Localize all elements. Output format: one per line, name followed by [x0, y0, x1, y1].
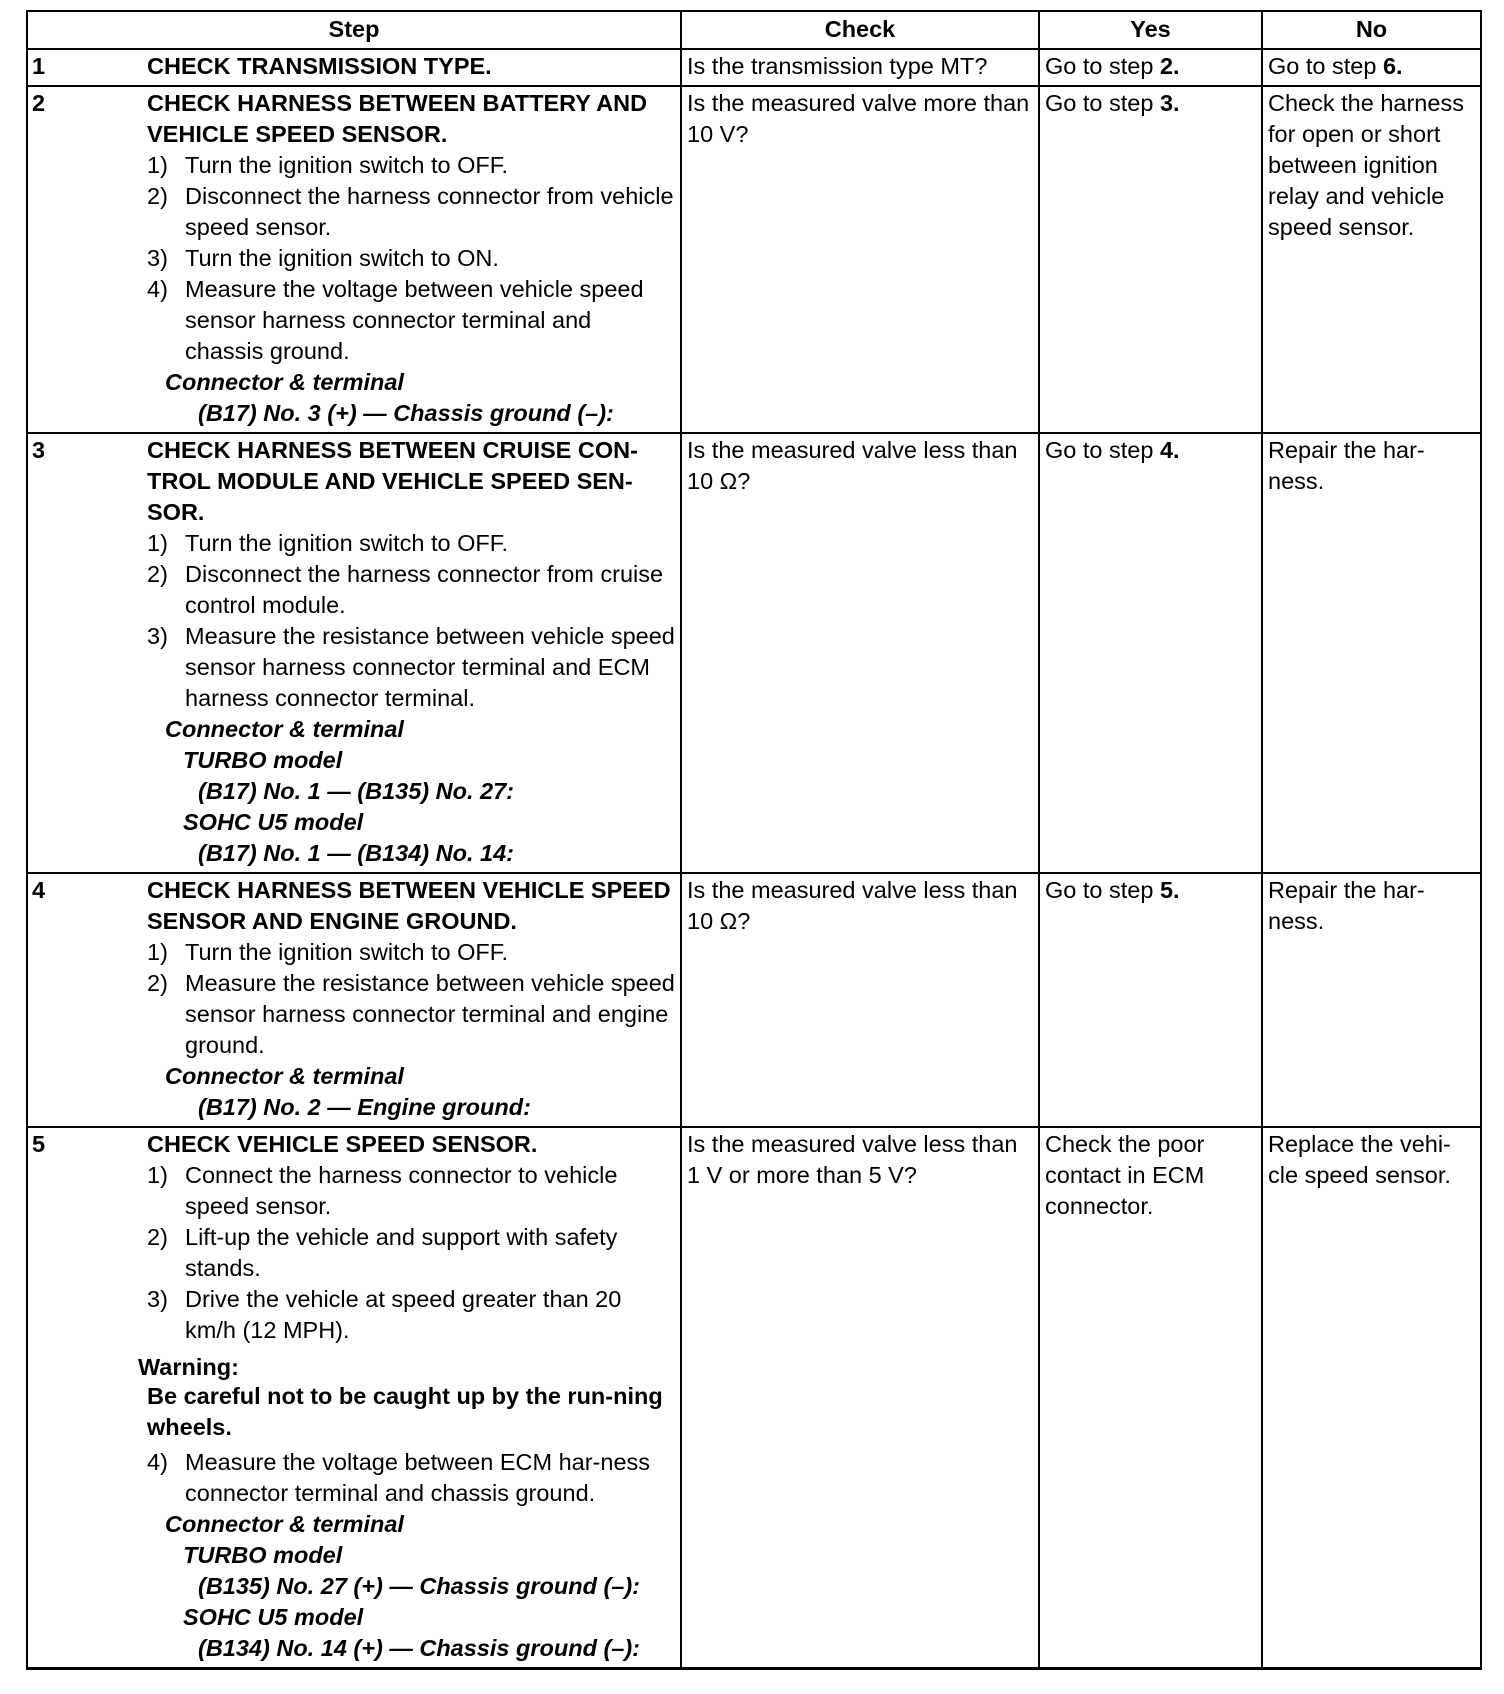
substep-text: Turn the ignition switch to OFF. — [185, 530, 509, 556]
step-number: 2 — [27, 86, 147, 433]
step-title: CHECK HARNESS BETWEEN VEHICLE SPEED SENSOR AND ENGINE GROUND. — [147, 877, 671, 934]
yes-prefix: Go to step — [1045, 877, 1160, 903]
model-label: TURBO model — [183, 1542, 343, 1568]
header-check: Check — [681, 11, 1039, 49]
check-cell: Is the measured valve less than 1 V or more than 5 V? — [681, 1127, 1039, 1669]
substep — [147, 150, 676, 181]
no-cell — [1262, 49, 1481, 86]
model-label: SOHC U5 model — [183, 1604, 364, 1630]
substep-text: Measure the voltage between vehicle speed sensor harness connector terminal and chassis ground. — [185, 276, 644, 364]
step-number: 5 — [27, 1127, 147, 1669]
connector-terminal-spec: (B17) No. 2 — Engine ground: — [198, 1094, 531, 1120]
no-cell: Check the harness for open or short between ignition relay and vehicle speed sensor. — [1262, 86, 1481, 433]
substep-number: 2) — [147, 1224, 168, 1250]
substep-number: 4) — [147, 1449, 168, 1475]
substep-text: Lift-up the vehicle and support with safety stands. — [185, 1224, 618, 1281]
header-row — [27, 11, 1481, 49]
model-label: SOHC U5 model — [183, 809, 364, 835]
substep — [147, 181, 676, 243]
connector-terminal-spec: (B17) No. 1 — (B134) No. 14: — [198, 840, 515, 866]
yes-cell — [1039, 49, 1262, 86]
table-row — [27, 49, 1481, 86]
connector-terminal-spec: (B17) No. 1 — (B135) No. 27: — [198, 778, 515, 804]
table-row — [27, 1127, 1481, 1669]
warning-text: Be careful not to be caught up by the run-ning wheels. — [147, 1383, 663, 1440]
warning-label: Warning: — [138, 1354, 239, 1380]
substep-text: Turn the ignition switch to ON. — [185, 245, 499, 271]
check-cell: Is the transmission type MT? — [681, 49, 1039, 86]
yes-step-ref: 3. — [1159, 90, 1180, 116]
step-title: CHECK HARNESS BETWEEN CRUISE CON-TROL MODULE AND VEHICLE SPEED SEN-SOR. — [147, 437, 638, 525]
header-no: No — [1262, 11, 1481, 49]
yes-step-ref: 4. — [1159, 437, 1180, 463]
yes-cell — [1039, 433, 1262, 873]
connector-terminal-title: Connector & terminal — [165, 1511, 404, 1537]
step-title: CHECK VEHICLE SPEED SENSOR. — [147, 1131, 538, 1157]
substep-number: 3) — [147, 623, 168, 649]
step-title: CHECK HARNESS BETWEEN BATTERY AND VEHICLE SPEED SENSOR. — [147, 90, 648, 147]
yes-step-ref: 2. — [1159, 53, 1180, 79]
substep-number: 4) — [147, 276, 168, 302]
connector-terminal-title: Connector & terminal — [165, 369, 404, 395]
substep-list — [147, 528, 676, 714]
step-title: CHECK TRANSMISSION TYPE. — [147, 53, 492, 79]
table-row — [27, 433, 1481, 873]
substep-number: 2) — [147, 561, 168, 587]
substep-number: 1) — [147, 939, 168, 965]
substep-number: 2) — [147, 183, 168, 209]
diagnostic-table — [26, 10, 1482, 1670]
substep — [147, 1447, 676, 1509]
substep-text: Disconnect the harness connector from vehicle speed sensor. — [185, 183, 674, 240]
step-cell — [138, 1127, 681, 1669]
no-cell: Replace the vehi-cle speed sensor. — [1262, 1127, 1481, 1669]
substep — [147, 528, 676, 559]
substep-number: 3) — [147, 1286, 168, 1312]
check-cell: Is the measured valve less than 10 Ω? — [681, 433, 1039, 873]
no-cell: Repair the har-ness. — [1262, 433, 1481, 873]
substep-list — [147, 1160, 676, 1346]
substep-number: 3) — [147, 245, 168, 271]
substep-text: Turn the ignition switch to OFF. — [185, 152, 509, 178]
substep — [147, 937, 676, 968]
substep — [147, 243, 676, 274]
substep-text: Turn the ignition switch to OFF. — [185, 939, 509, 965]
substep-text: Disconnect the harness connector from cruise control module. — [185, 561, 664, 618]
substep-number: 1) — [147, 152, 168, 178]
substep-number: 1) — [147, 530, 168, 556]
yes-prefix: Go to step — [1045, 437, 1160, 463]
connector-terminal-spec: (B134) No. 14 (+) — Chassis ground (–): — [198, 1635, 641, 1661]
substep-number: 2) — [147, 970, 168, 996]
connector-terminal-title: Connector & terminal — [165, 716, 404, 742]
yes-cell — [1039, 86, 1262, 433]
substep — [147, 559, 676, 621]
no-prefix: Go to step — [1268, 53, 1383, 79]
substep — [147, 1160, 676, 1222]
substep-number: 1) — [147, 1162, 168, 1188]
substep — [147, 1284, 676, 1346]
yes-step-ref: 5. — [1159, 877, 1180, 903]
check-cell: Is the measured valve less than 10 Ω? — [681, 873, 1039, 1127]
table-row — [27, 86, 1481, 433]
check-cell: Is the measured valve more than 10 V? — [681, 86, 1039, 433]
connector-terminal-title: Connector & terminal — [165, 1063, 404, 1089]
table-row — [27, 873, 1481, 1127]
step-cell — [147, 86, 681, 433]
substep — [147, 1222, 676, 1284]
connector-terminal-spec: (B17) No. 3 (+) — Chassis ground (–): — [198, 400, 614, 426]
yes-cell: Check the poor contact in ECM connector. — [1039, 1127, 1262, 1669]
substep-text: Measure the resistance between vehicle speed sensor harness connector terminal and engine ground. — [185, 970, 675, 1058]
step-number: 3 — [27, 433, 147, 873]
header-yes: Yes — [1039, 11, 1262, 49]
substep-text: Connect the harness connector to vehicle speed sensor. — [185, 1162, 618, 1219]
no-step-ref: 6. — [1382, 53, 1403, 79]
no-cell: Repair the har-ness. — [1262, 873, 1481, 1127]
step-number: 4 — [27, 873, 147, 1127]
yes-prefix: Go to step — [1045, 90, 1160, 116]
substep — [147, 274, 676, 367]
substep-list — [147, 937, 676, 1061]
connector-terminal-spec: (B135) No. 27 (+) — Chassis ground (–): — [198, 1573, 641, 1599]
step-cell — [147, 873, 681, 1127]
substep-text: Drive the vehicle at speed greater than 20 km/h (12 MPH). — [185, 1286, 622, 1343]
yes-prefix: Go to step — [1045, 53, 1160, 79]
step-cell — [147, 49, 681, 86]
model-label: TURBO model — [183, 747, 343, 773]
step-number: 1 — [27, 49, 147, 86]
substep — [147, 968, 676, 1061]
step-cell — [147, 433, 681, 873]
header-step: Step — [27, 11, 681, 49]
substep-text: Measure the voltage between ECM har-ness connector terminal and chassis ground. — [185, 1449, 651, 1506]
substep-list — [147, 150, 676, 367]
substep — [147, 621, 676, 714]
yes-cell — [1039, 873, 1262, 1127]
substep-text: Measure the resistance between vehicle speed sensor harness connector terminal and ECM harness connector terminal. — [185, 623, 675, 711]
